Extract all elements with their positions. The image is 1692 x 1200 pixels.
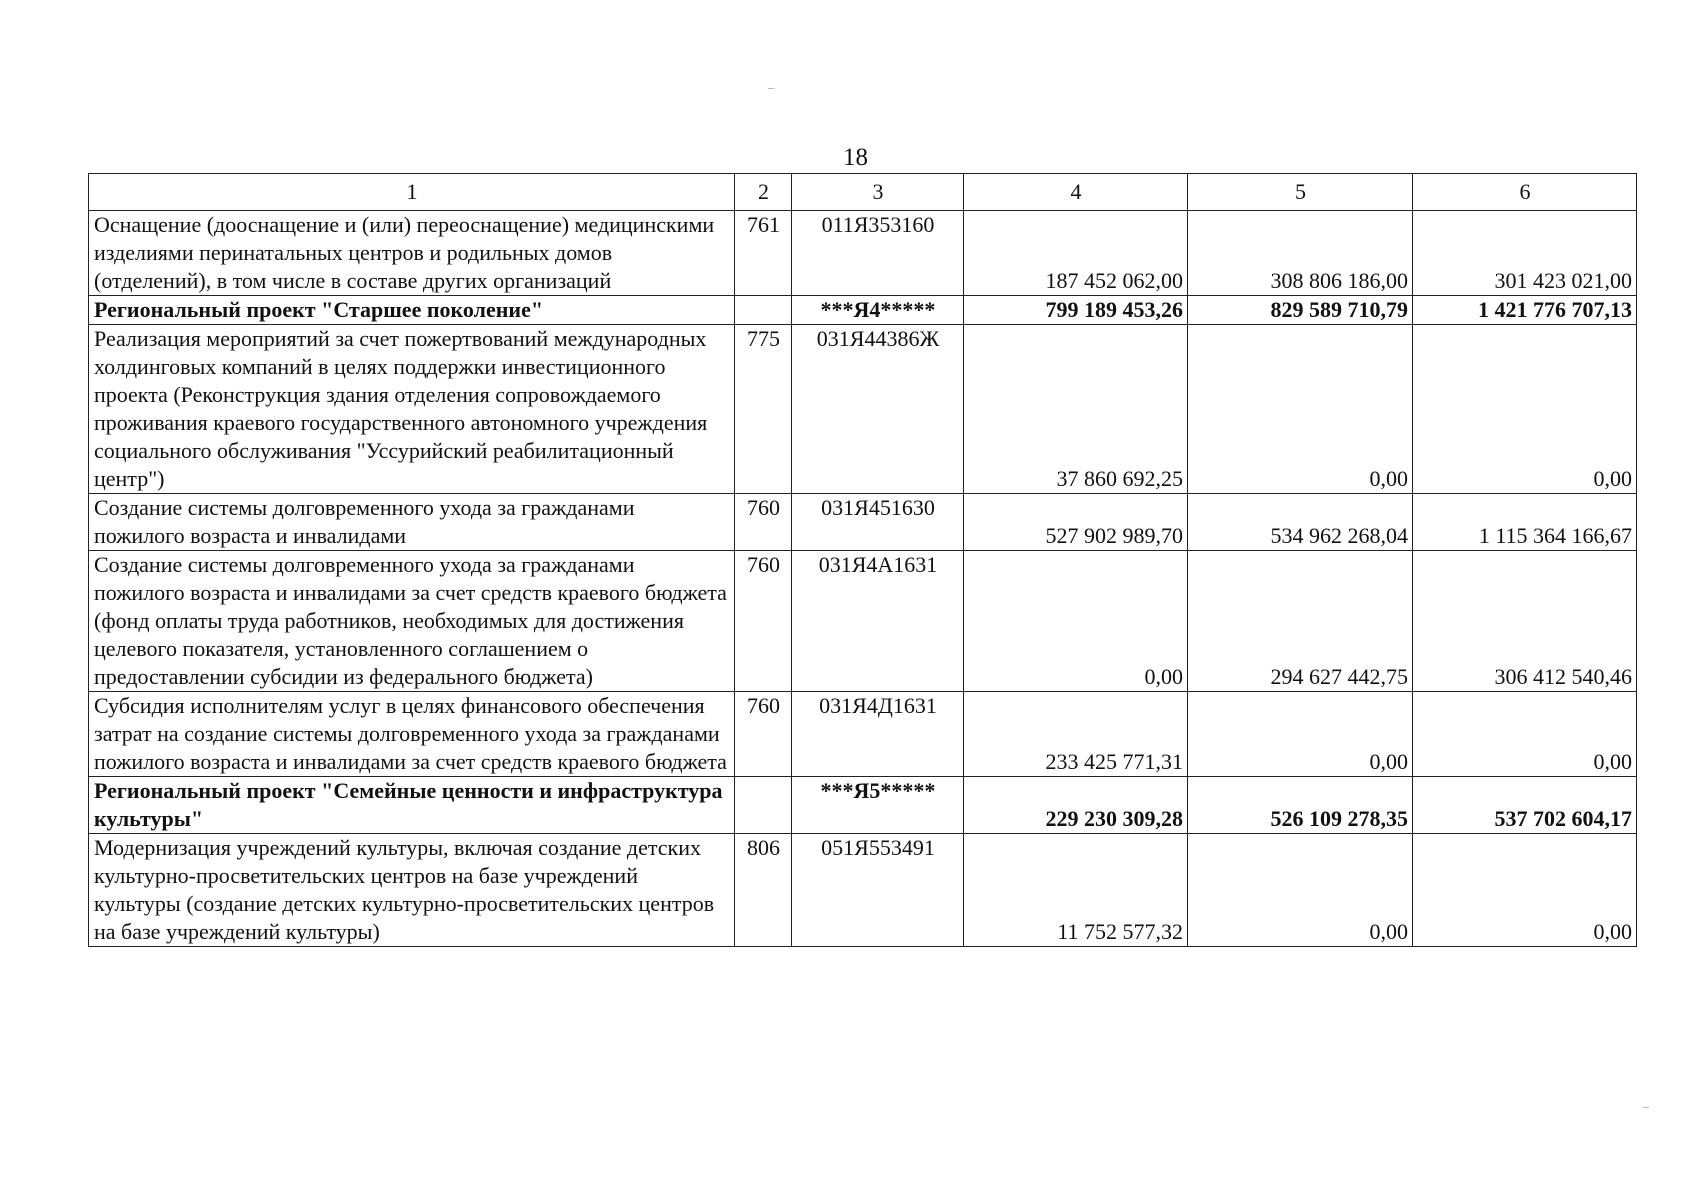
target-article-code: 051Я553491 — [792, 834, 964, 947]
column-number: 6 — [1413, 174, 1637, 211]
department-code: 775 — [735, 325, 792, 494]
department-code: 760 — [735, 692, 792, 777]
row-name: Оснащение (дооснащение и (или) переоснащение) медицинскими изделиями перинатальных центров и родильных домов (отделений), в том числе в составе других организаций — [89, 211, 735, 296]
table-row — [89, 692, 1637, 777]
scan-speck — [768, 88, 774, 89]
row-name: Модернизация учреждений культуры, включая создание детских культурно-просветительских центров на базе учреждений культуры (создание детских культурно-просветительских центров на базе учреждений культуры) — [89, 834, 735, 947]
target-article-code: 031Я4Д1631 — [792, 692, 964, 777]
amount-col4: 799 189 453,26 — [964, 296, 1188, 325]
department-code: 760 — [735, 494, 792, 551]
department-code: 761 — [735, 211, 792, 296]
project-total-row — [89, 296, 1637, 325]
amount-col5: 534 962 268,04 — [1188, 494, 1413, 551]
amount-col6: 0,00 — [1413, 692, 1637, 777]
amount-col5: 526 109 278,35 — [1188, 777, 1413, 834]
table-row — [89, 325, 1637, 494]
column-number-row — [89, 174, 1637, 211]
department-code: 760 — [735, 551, 792, 692]
amount-col5: 0,00 — [1188, 834, 1413, 947]
amount-col6: 1 421 776 707,13 — [1413, 296, 1637, 325]
amount-col5: 294 627 442,75 — [1188, 551, 1413, 692]
amount-col5: 829 589 710,79 — [1188, 296, 1413, 325]
column-number: 1 — [89, 174, 735, 211]
row-name: Реализация мероприятий за счет пожертвований международных холдинговых компаний в целях поддержки инвестиционного проекта (Реконструкция здания отделения сопровождаемого проживания краевого государственного автономного учреждения социального обслуживания "Уссурийский реабилитационный центр") — [89, 325, 735, 494]
department-code: 806 — [735, 834, 792, 947]
column-number: 4 — [964, 174, 1188, 211]
department-code — [735, 777, 792, 834]
row-name: Создание системы долговременного ухода за гражданами пожилого возраста и инвалидами — [89, 494, 735, 551]
amount-col6: 537 702 604,17 — [1413, 777, 1637, 834]
amount-col4: 229 230 309,28 — [964, 777, 1188, 834]
amount-col4: 0,00 — [964, 551, 1188, 692]
amount-col5: 308 806 186,00 — [1188, 211, 1413, 296]
column-number: 3 — [792, 174, 964, 211]
amount-col6: 0,00 — [1413, 834, 1637, 947]
row-name: Субсидия исполнителям услуг в целях финансового обеспечения затрат на создание системы долговременного ухода за гражданами пожилого возраста и инвалидами за счет средств краевого бюджета — [89, 692, 735, 777]
amount-col4: 233 425 771,31 — [964, 692, 1188, 777]
table-row — [89, 551, 1637, 692]
table-row — [89, 211, 1637, 296]
target-article-code: 011Я353160 — [792, 211, 964, 296]
row-name: Создание системы долговременного ухода за гражданами пожилого возраста и инвалидами за счет средств краевого бюджета (фонд оплаты труда работников, необходимых для достижения целевого показателя, установленного соглашением о предоставлении субсидии из федерального бюджета) — [89, 551, 735, 692]
table-row — [89, 494, 1637, 551]
column-number: 5 — [1188, 174, 1413, 211]
amount-col6: 0,00 — [1413, 325, 1637, 494]
target-article-code: ***Я4***** — [792, 296, 964, 325]
target-article-code: ***Я5***** — [792, 777, 964, 834]
amount-col5: 0,00 — [1188, 692, 1413, 777]
row-name: Региональный проект "Семейные ценности и инфраструктура культуры" — [89, 777, 735, 834]
target-article-code: 031Я4А1631 — [792, 551, 964, 692]
amount-col4: 11 752 577,32 — [964, 834, 1188, 947]
amount-col6: 306 412 540,46 — [1413, 551, 1637, 692]
department-code — [735, 296, 792, 325]
amount-col4: 37 860 692,25 — [964, 325, 1188, 494]
table-row — [89, 834, 1637, 947]
amount-col5: 0,00 — [1188, 325, 1413, 494]
row-name: Региональный проект "Старшее поколение" — [89, 296, 735, 325]
page-number: 18 — [843, 144, 868, 171]
scan-speck — [1643, 1107, 1649, 1108]
amount-col4: 527 902 989,70 — [964, 494, 1188, 551]
amount-col6: 301 423 021,00 — [1413, 211, 1637, 296]
amount-col6: 1 115 364 166,67 — [1413, 494, 1637, 551]
target-article-code: 031Я451630 — [792, 494, 964, 551]
budget-table — [88, 173, 1637, 947]
target-article-code: 031Я44386Ж — [792, 325, 964, 494]
project-total-row — [89, 777, 1637, 834]
column-number: 2 — [735, 174, 792, 211]
amount-col4: 187 452 062,00 — [964, 211, 1188, 296]
